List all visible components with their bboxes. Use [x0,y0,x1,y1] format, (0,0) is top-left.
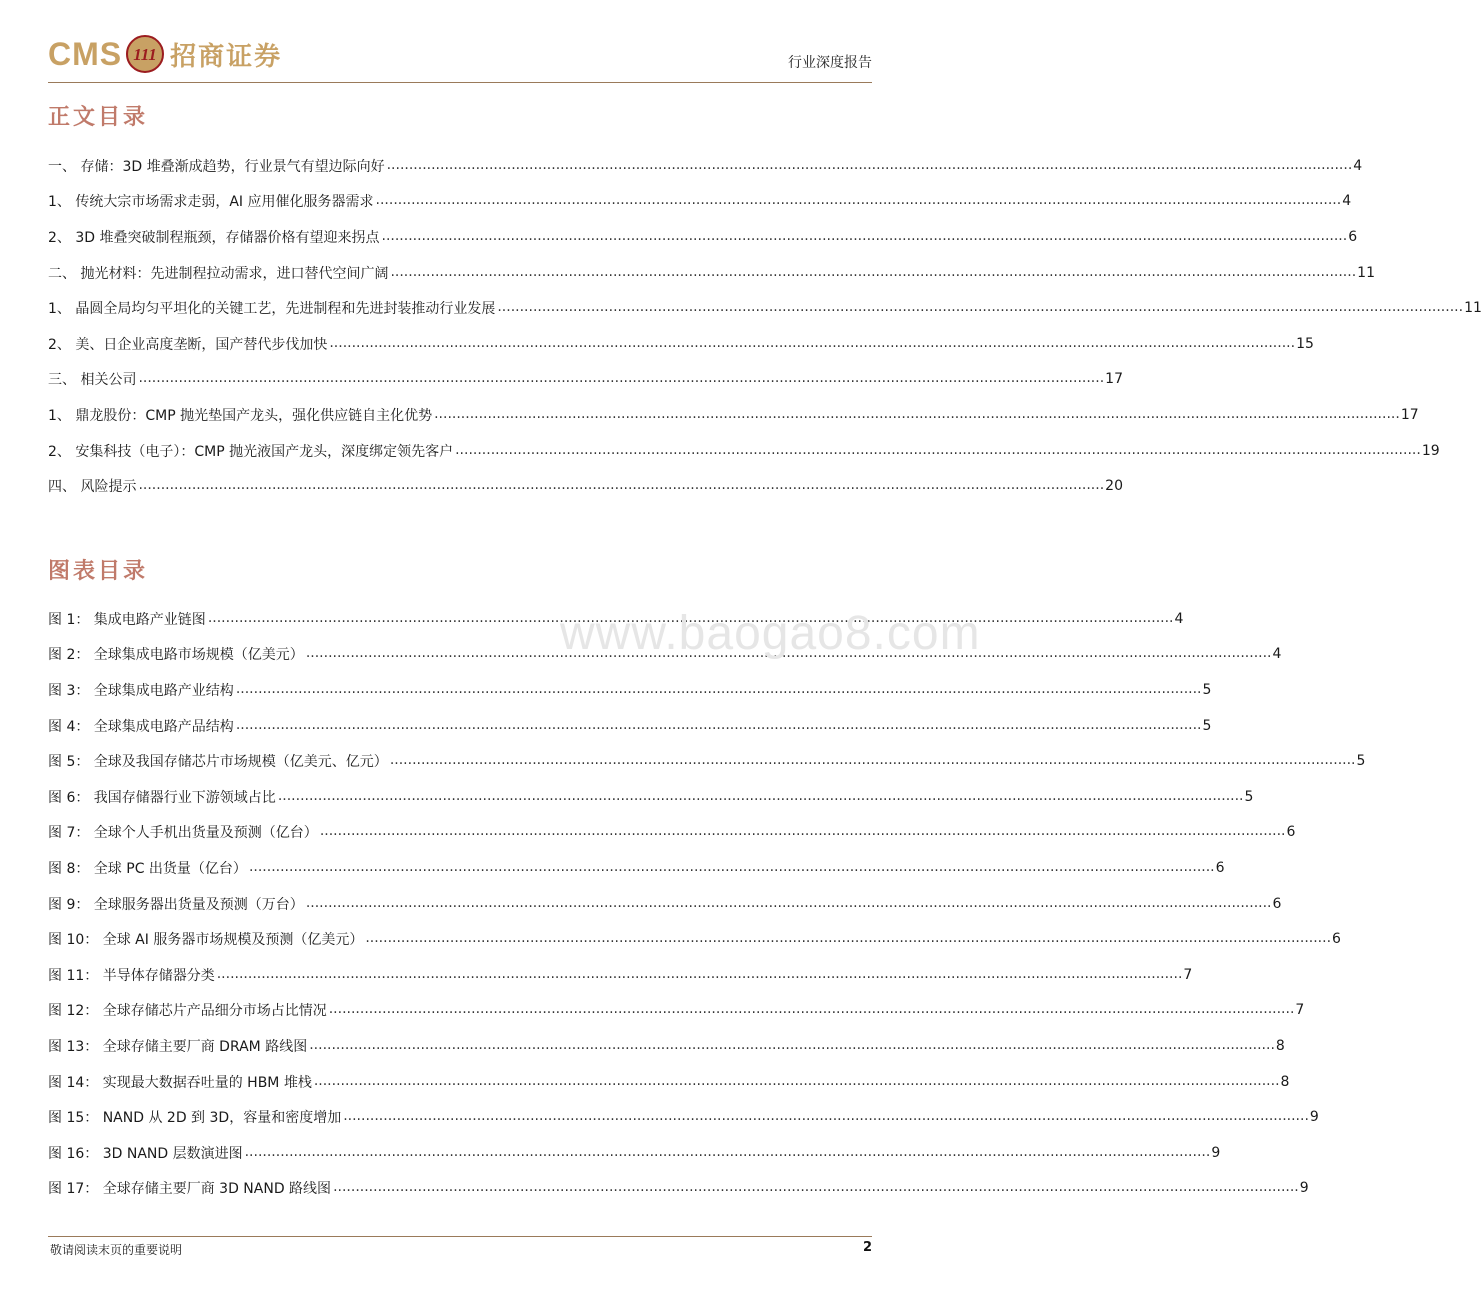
toc-entry-label[interactable]: 2、 美、日企业高度垄断，国产替代步伐加快 [48,336,328,353]
page-header [48,28,872,84]
toc-entry[interactable] [48,255,1375,291]
logo-badge-icon [126,35,164,73]
toc-entry-page[interactable]: 6 [1332,931,1341,948]
toc-leader-dots [320,823,1286,839]
toc-entry[interactable] [48,362,1123,398]
toc-leader-dots [236,717,1202,733]
toc-entry-page[interactable]: 8 [1280,1073,1290,1090]
page-number: 2 [862,1240,872,1255]
toc-entry[interactable] [48,815,1296,851]
report-type: 行业深度报告 [788,55,872,71]
toc-leader-dots [376,192,1342,208]
toc-entry[interactable] [48,184,1352,220]
toc-entry-page[interactable]: 15 [1296,335,1314,352]
toc-leader-dots [236,681,1202,697]
toc-leader-dots [497,299,1463,315]
toc-entry-label[interactable]: 图 17： 全球存储主要厂商 3D NAND 路线图 [48,1181,332,1198]
toc-entry-page[interactable]: 6 [1215,859,1225,876]
toc-entry-page[interactable]: 9 [1309,1109,1319,1126]
toc-entry-label[interactable]: 2、 3D 堆叠突破制程瓶颈，存储器价格有望迎来拐点 [48,229,380,246]
toc-leader-dots [390,752,1356,768]
toc-entry-label[interactable]: 图 4： 全球集成电路产品结构 [48,718,234,735]
toc-entry[interactable] [48,921,1341,957]
toc-entry-label[interactable]: 图 15： NAND 从 2D 到 3D，容量和密度增加 [48,1110,342,1127]
toc-leader-dots [138,477,1104,493]
toc-entry[interactable] [48,708,1212,744]
toc-entry-page[interactable]: 9 [1211,1144,1221,1161]
toc-entry[interactable] [48,468,1123,504]
toc-leader-dots [455,442,1421,458]
toc-entry-page[interactable]: 8 [1275,1037,1285,1054]
toc-entry-label[interactable]: 1、 鼎龙股份：CMP 抛光垫国产龙头，强化供应链自主化优势 [48,407,433,424]
toc-entry[interactable] [48,993,1305,1029]
toc-leader-dots [365,930,1331,946]
toc-entry[interactable] [48,1028,1285,1064]
toc-entry[interactable] [48,886,1282,922]
toc-entry-page[interactable]: 17 [1400,406,1419,423]
toc-entry-page[interactable]: 19 [1421,442,1440,459]
toc-leader-dots [306,895,1272,911]
toc-entry-page[interactable]: 4 [1342,193,1352,210]
toc-entry-label[interactable]: 图 16： 3D NAND 层数演进图 [48,1145,243,1162]
toc-entry-page[interactable]: 4 [1353,157,1363,174]
logo-text: CMS [48,35,123,72]
toc-entry-page[interactable]: 6 [1272,895,1282,912]
toc-entry-page[interactable]: 5 [1356,753,1366,770]
toc-entry[interactable] [48,637,1282,673]
toc-entry[interactable] [48,326,1314,362]
toc-leader-dots [333,1179,1299,1195]
toc-entry-label[interactable]: 1、 传统大宗市场需求走弱，AI 应用催化服务器需求 [48,194,374,211]
toc-entry-label[interactable]: 图 3： 全球集成电路产业结构 [48,682,234,699]
toc-entry-label[interactable]: 图 11： 半导体存储器分类 [48,967,215,984]
toc-entry[interactable] [48,1099,1319,1135]
toc-entry[interactable] [48,1064,1290,1100]
toc-entry-page[interactable]: 5 [1202,681,1212,698]
toc-entry[interactable] [48,1171,1309,1207]
toc-entry-page[interactable]: 7 [1295,1002,1305,1019]
watermark: www.baogao8.com [560,607,981,660]
logo-chinese-name: 招商证券 [170,41,283,72]
toc-entry-page[interactable]: 20 [1105,478,1123,495]
main-toc-title: 正文目录 [48,105,149,130]
toc-entry-label[interactable]: 四、 风险提示 [48,479,137,496]
figure-toc-title: 图表目录 [48,559,149,584]
toc-entry[interactable] [48,397,1419,433]
toc-entry[interactable] [48,219,1358,255]
toc-entry-page[interactable]: 7 [1183,966,1193,983]
toc-leader-dots [314,1073,1280,1089]
toc-entry-page[interactable]: 5 [1202,717,1212,734]
toc-leader-dots [278,788,1244,804]
toc-entry-label[interactable]: 图 5： 全球及我国存储芯片市场规模（亿美元、亿元） [48,754,388,771]
toc-entry-label[interactable]: 图 8： 全球 PC 出货量（亿台） [48,860,247,877]
cms-logo [48,34,282,74]
toc-entry[interactable] [48,957,1193,993]
toc-entry-page[interactable]: 5 [1244,788,1254,805]
toc-leader-dots [434,406,1400,422]
toc-leader-dots [329,1001,1295,1017]
toc-entry[interactable] [48,672,1212,708]
toc-entry-label[interactable]: 图 12： 全球存储芯片产品细分市场占比情况 [48,1003,327,1020]
footer-divider [48,1236,872,1237]
toc-entry-page[interactable]: 11 [1357,264,1375,281]
toc-entry-label[interactable]: 二、 抛光材料：先进制程拉动需求，进口替代空间广阔 [48,265,389,282]
toc-entry[interactable] [48,433,1440,469]
toc-entry-page[interactable]: 6 [1348,228,1358,245]
toc-entry-label[interactable]: 图 7： 全球个人手机出货量及预测（亿台） [48,825,318,842]
toc-entry-page[interactable]: 4 [1272,646,1282,663]
toc-entry-label[interactable]: 一、 存储：3D 堆叠渐成趋势，行业景气有望边际向好 [48,158,385,175]
toc-entry-label[interactable]: 图 6： 我国存储器行业下游领域占比 [48,789,276,806]
toc-entry[interactable] [48,148,1363,184]
toc-entry-label[interactable]: 图 9： 全球服务器出货量及预测（万台） [48,896,304,913]
toc-entry[interactable] [48,1135,1221,1171]
toc-entry-label[interactable]: 2、 安集科技（电子）：CMP 抛光液国产龙头，深度绑定领先客户 [48,443,454,460]
toc-leader-dots [245,1144,1211,1160]
toc-leader-dots [387,157,1353,173]
toc-entry-label[interactable]: 三、 相关公司 [48,372,137,389]
toc-entry-label[interactable]: 图 10： 全球 AI 服务器市场规模及预测（亿美元） [48,932,364,949]
footer-note: 敬请阅读末页的重要说明 [50,1243,183,1257]
toc-entry[interactable] [48,743,1366,779]
toc-entry-label[interactable]: 图 13： 全球存储主要厂商 DRAM 路线图 [48,1038,308,1055]
toc-entry-page[interactable]: 17 [1105,371,1123,388]
toc-leader-dots [138,370,1104,386]
toc-entry-label[interactable]: 图 14： 实现最大数据吞吐量的 HBM 堆栈 [48,1074,312,1091]
toc-entry-page[interactable]: 11 [1464,300,1482,317]
toc-entry-label[interactable]: 1、 晶圆全局均匀平坦化的关键工艺，先进制程和先进封装推动行业发展 [48,301,496,318]
main-toc-list [48,148,1482,504]
svg-text:111: 111 [133,45,157,64]
toc-entry-label[interactable]: 图 2： 全球集成电路市场规模（亿美元） [48,647,304,664]
toc-leader-dots [309,1037,1275,1053]
toc-leader-dots [249,859,1215,875]
toc-entry[interactable] [48,290,1482,326]
toc-leader-dots [217,966,1183,982]
toc-entry-page[interactable]: 9 [1299,1180,1309,1197]
toc-entry-label[interactable]: 图 1： 集成电路产业链图 [48,611,206,628]
header-divider [48,82,872,83]
toc-leader-dots [343,1108,1309,1124]
toc-entry[interactable] [48,779,1254,815]
toc-entry-page[interactable]: 4 [1174,610,1184,627]
toc-leader-dots [382,228,1348,244]
toc-entry-page[interactable]: 6 [1286,824,1296,841]
toc-leader-dots [390,264,1356,280]
toc-leader-dots [329,335,1295,351]
toc-entry[interactable] [48,850,1225,886]
